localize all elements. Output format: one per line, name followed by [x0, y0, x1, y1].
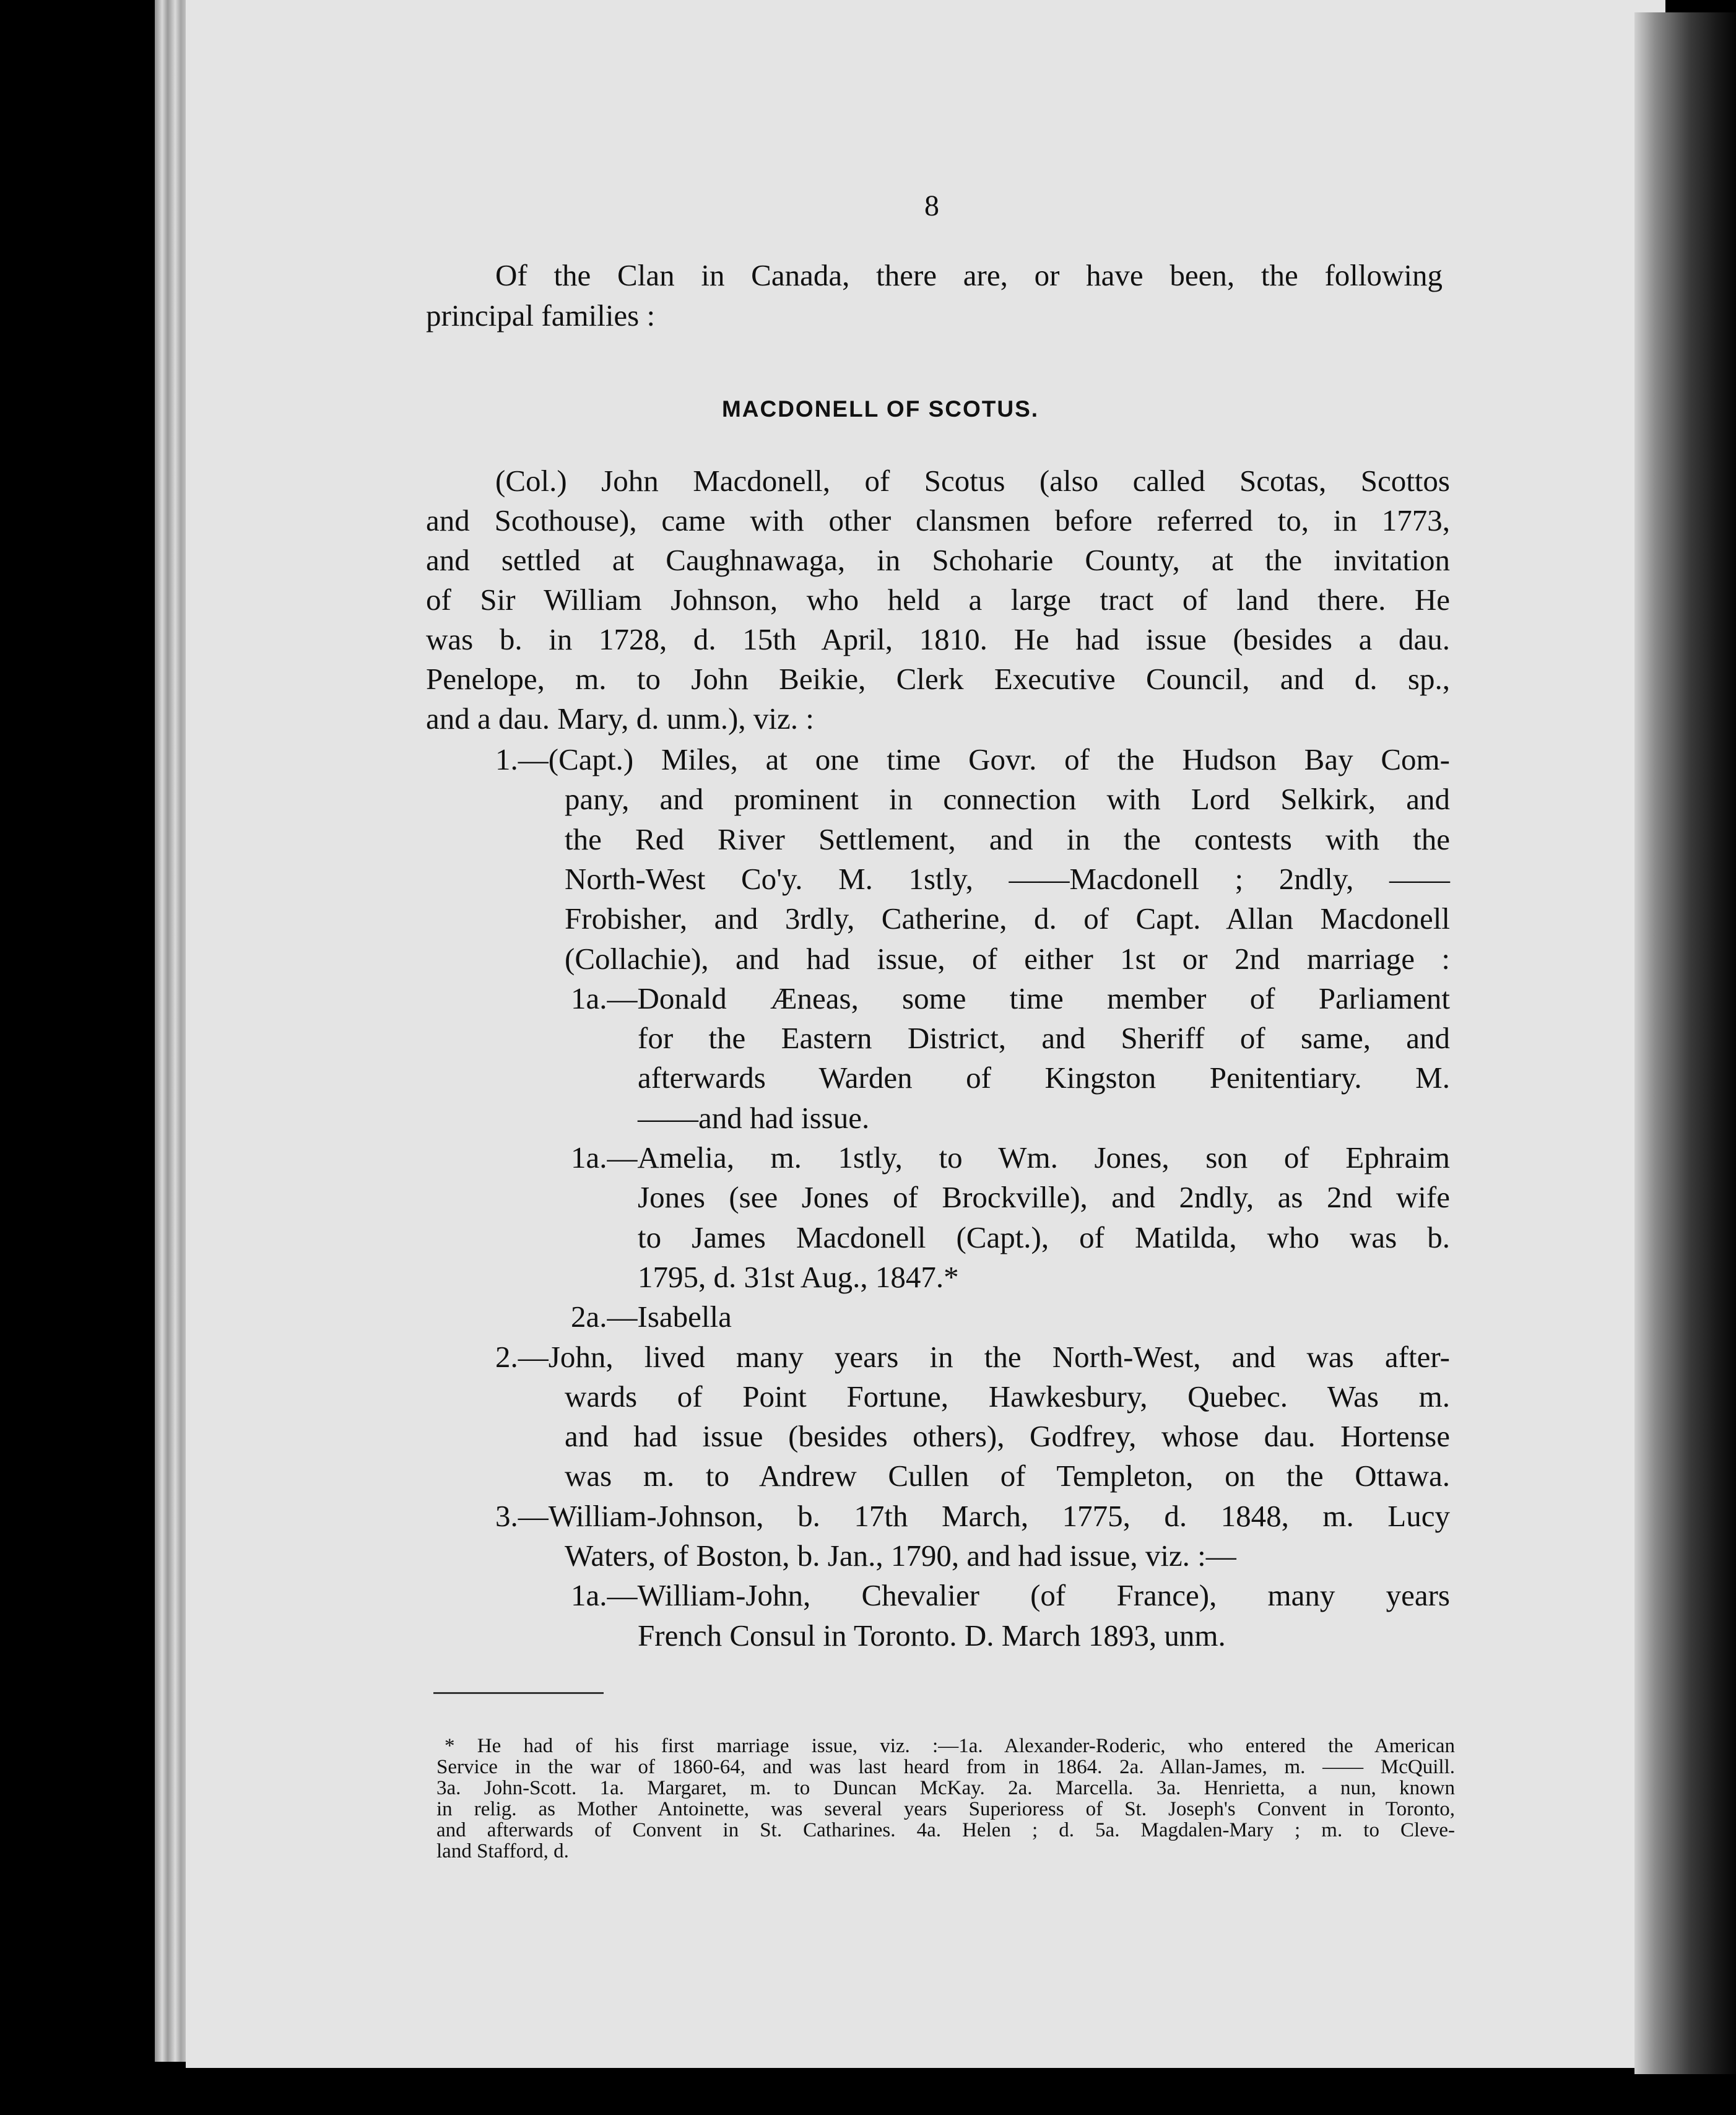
entry-line: Waters, of Boston, b. Jan., 1790, and had issue, viz. :—	[565, 1539, 1236, 1573]
entry-line: 1a.—Donald Æneas, some time member of Parliament	[571, 981, 1450, 1015]
footnote-line: 3a. John-Scott. 1a. Margaret, m. to Duncan McKay. 2a. Marcella. 3a. Henrietta, a nun, known	[436, 1777, 1455, 1799]
entry-line: pany, and prominent in connection with Lord Selkirk, and	[565, 782, 1450, 816]
entry-line: North-West Co'y. M. 1stly, ——Macdonell ; 2ndly, ——	[565, 862, 1450, 896]
entry-line: Jones (see Jones of Brockville), and 2ndly, as 2nd wife	[638, 1180, 1450, 1214]
entry-line: 2.—John, lived many years in the North-West, and was after-	[495, 1340, 1450, 1374]
entry-line: and had issue (besides others), Godfrey, whose dau. Hortense	[565, 1419, 1450, 1453]
footnote-line: Service in the war of 1860-64, and was last heard from in 1864. 2a. Allan-James, m. —— McQuill.	[436, 1756, 1455, 1778]
entry-line: 2a.—Isabella	[571, 1300, 732, 1334]
intro-line: principal families :	[426, 298, 656, 332]
entry-line: French Consul in Toronto. D. March 1893, unm.	[638, 1618, 1226, 1652]
entry-line: was m. to Andrew Cullen of Templeton, on the Ottawa.	[565, 1459, 1450, 1493]
body-line: Penelope, m. to John Beikie, Clerk Executive Council, and d. sp.,	[426, 662, 1450, 696]
entry-line: Frobisher, and 3rdly, Catherine, d. of Capt. Allan Macdonell	[565, 901, 1450, 936]
entry-line: afterwards Warden of Kingston Penitentiary. M.	[638, 1061, 1450, 1095]
body-line: (Col.) John Macdonell, of Scotus (also called Scotas, Scottos	[495, 464, 1450, 498]
book-binding-shadow	[1634, 12, 1736, 2074]
entry-line: 3.—William-Johnson, b. 17th March, 1775, d. 1848, m. Lucy	[495, 1499, 1450, 1533]
page-number: 8	[924, 189, 939, 222]
intro-line: Of the Clan in Canada, there are, or have been, the following	[495, 258, 1443, 292]
entry-line: (Collachie), and had issue, of either 1st or 2nd marriage :	[565, 942, 1450, 976]
entry-line: to James Macdonell (Capt.), of Matilda, who was b.	[638, 1220, 1450, 1254]
body-line: of Sir William Johnson, who held a large tract of land there. He	[426, 583, 1450, 617]
entry-line: 1a.—William-John, Chevalier (of France), many years	[571, 1578, 1450, 1612]
entry-line: the Red River Settlement, and in the contests with the	[565, 822, 1450, 856]
section-heading: MACDONELL OF SCOTUS.	[721, 396, 1039, 422]
footnote-line: in relig. as Mother Antoinette, was several years Superioress of St. Joseph's Convent in Toronto,	[436, 1798, 1455, 1820]
entry-line: ——and had issue.	[638, 1101, 870, 1135]
entry-line: wards of Point Fortune, Hawkesbury, Quebec. Was m.	[565, 1379, 1450, 1414]
footnote-line: and afterwards of Convent in St. Catharines. 4a. Helen ; d. 5a. Magdalen-Mary ; m. to Cleve-	[436, 1819, 1455, 1841]
entry-line: 1.—(Capt.) Miles, at one time Govr. of the Hudson Bay Com-	[495, 742, 1450, 776]
entry-line: 1795, d. 31st Aug., 1847.*	[638, 1260, 959, 1294]
footnote-line: * He had of his first marriage issue, viz. :—1a. Alexander-Roderic, who entered the American	[445, 1735, 1455, 1757]
body-line: and a dau. Mary, d. unm.), viz. :	[426, 701, 814, 736]
entry-line: for the Eastern District, and Sheriff of same, and	[638, 1021, 1450, 1055]
body-line: was b. in 1728, d. 15th April, 1810. He had issue (besides a dau.	[426, 622, 1450, 656]
footnote-rule	[433, 1692, 604, 1694]
body-line: and settled at Caughnawaga, in Schoharie County, at the invitation	[426, 543, 1450, 577]
footnote-line: land Stafford, d.	[436, 1840, 569, 1862]
entry-line: 1a.—Amelia, m. 1stly, to Wm. Jones, son of Ephraim	[571, 1140, 1450, 1175]
body-line: and Scothouse), came with other clansmen before referred to, in 1773,	[426, 503, 1450, 537]
